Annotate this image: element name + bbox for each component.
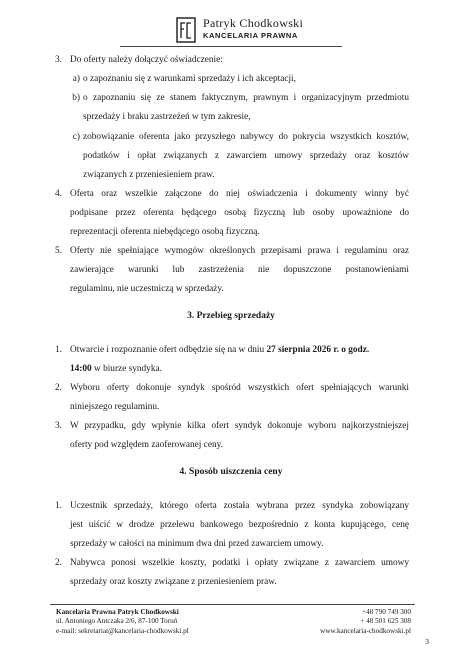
footer-address — [56, 608, 189, 636]
footer-phone-1: +48 790 749 300 — [362, 608, 411, 616]
footer-email: e-mail: sekretariat@kancelaria-chodkowski.pl — [56, 626, 189, 635]
list-item-text: 14:00 w biurze syndyka. — [70, 364, 162, 374]
footer-street: ul. Antoniego Antczaka 2/6, 87-100 Toruń — [56, 617, 178, 626]
list-number: 3. — [55, 55, 62, 65]
footer-firm-name: Kancelaria Prawna Patryk Chodkowski — [56, 608, 179, 616]
list-item-text: Wyboru oferty dokonuje syndyk spośród wszystkich ofert spełniających warunki — [70, 383, 409, 393]
sublist-text: zobowiązanie oferenta jako przyszłego nabywcy do pokrycia wszystkich kosztów, — [83, 132, 409, 142]
list-item-text: reprezentacji oferenta niebędącego osobą fizyczną. — [70, 227, 260, 237]
list-number: 3. — [55, 421, 62, 431]
list-item-text: oferty pod względem zaoferowanej ceny. — [70, 440, 223, 450]
list-item-text: Oferta oraz wszelkie załączone do niej oświadczenia i dokumenty winny być — [70, 189, 409, 199]
auction-date: 27 sierpnia 2026 r. o godz. — [266, 345, 370, 355]
list-item-text: Nabywca ponosi wszelkie koszty, podatki i opłaty związane z zawarciem umowy — [70, 558, 409, 568]
sublist-text: związanych z przeniesieniem praw. — [83, 170, 215, 180]
firm-subtitle: KANCELARIA PRAWNA — [203, 31, 298, 40]
list-number: 4. — [55, 189, 62, 199]
sublist-marker: b) — [72, 93, 80, 103]
footer-divider — [50, 604, 415, 605]
list-item-text: Uczestnik sprzedaży, którego oferta została wybrana przez syndyka zobowiązany — [70, 501, 409, 511]
firm-name: Patryk Chodkowski — [203, 16, 304, 30]
sublist-marker: a) — [72, 74, 80, 84]
list-item-text: podpisane przez oferenta będącego osobą fizyczną lub osoby upoważnione do — [70, 208, 409, 218]
list-item-text: sprzedaży w całości na minimum dwa dni przed zawarciem umowy. — [70, 539, 324, 549]
sublist-text: o zapoznaniu się ze stanem faktycznym, prawnym i organizacyjnym przedmiotu — [83, 93, 409, 103]
list-item-text: Otwarcie i rozpoznanie ofert odbędzie się na w dniu 27 sierpnia 2026 r. o godz. — [70, 345, 370, 355]
sublist-text: podatków i opłat związanych z zawarciem umowy sprzedaży oraz kosztów — [83, 151, 409, 161]
list-number: 1. — [55, 345, 62, 355]
list-item-text: zawierające warunki lub zastrzeżenia nie dopuszczone postanowieniami — [70, 265, 409, 275]
list-number: 1. — [55, 501, 62, 511]
section-heading: 3. Przebieg sprzedaży — [187, 311, 275, 321]
list-number: 2. — [55, 558, 62, 568]
sublist-text: o zapoznaniu się z warunkami sprzedaży i ich akceptacji, — [83, 74, 296, 84]
list-item-text: sprzedaży oraz koszty związane z przeniesieniem praw. — [70, 577, 277, 587]
firm-logo-icon — [176, 17, 196, 43]
list-item-text: niniejszego regulaminu. — [70, 402, 160, 412]
sublist-text: sprzedaży i braku zastrzeżeń w tym zakresie, — [83, 112, 251, 122]
list-item-text: jest uiścić w drodze przelewu bankowego bezpośrednio z konta kupującego, cenę — [70, 520, 409, 530]
section-heading: 4. Sposób uiszczenia ceny — [179, 467, 283, 477]
footer-phone-2: + 48 501 625 308 — [360, 617, 411, 626]
page-number: 3 — [425, 637, 429, 646]
list-item-text: W przypadku, gdy wpłynie kilka ofert syndyk dokonuje wyboru najkorzystniejszej — [70, 421, 409, 431]
footer-contact — [320, 608, 411, 636]
list-item-text: regulaminu, nie uczestniczą w sprzedaży. — [70, 284, 224, 294]
auction-time: 14:00 — [70, 364, 92, 374]
list-number: 2. — [55, 383, 62, 393]
list-number: 5. — [55, 246, 62, 256]
list-item-text: Do oferty należy dołączyć oświadczenie: — [70, 55, 223, 65]
sublist-marker: c) — [72, 132, 80, 142]
footer-website: www.kancelaria-chodkowski.pl — [320, 626, 411, 635]
list-item-text: Oferty nie spełniające wymogów określonych przepisami prawa i regulaminu oraz — [70, 246, 409, 256]
header-divider — [120, 46, 342, 47]
letterhead — [0, 0, 462, 52]
